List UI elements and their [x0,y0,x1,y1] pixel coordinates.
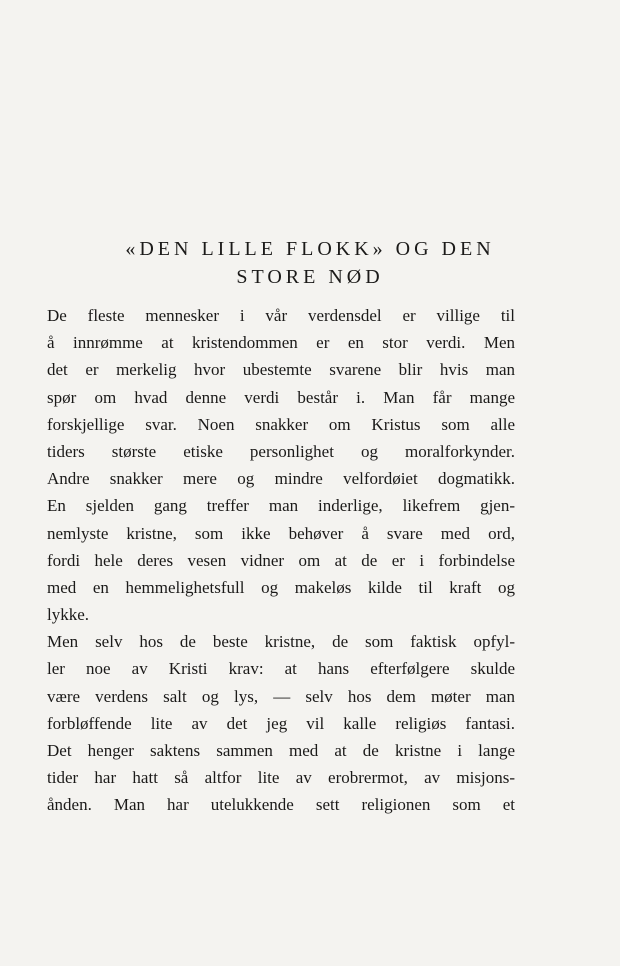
text-line: forbløffende lite av det jeg vil kalle religiøs fantasi. [47,713,515,733]
text-line: det er merkelig hvor ubestemte svarene blir hvis man [47,360,515,380]
text-line: ler noe av Kristi krav: at hans efterfølgere skulde [47,659,515,679]
text-line: nemlyste kristne, som ikke behøver å svare med ord, [47,523,515,543]
body-text [47,302,515,819]
text-line: ånden. Man har utelukkende sett religionen som et [47,795,515,815]
text-line: lykke. [47,605,90,625]
text-line: spør om hvad denne verdi består i. Man får mange [47,387,515,407]
text-line: tider har hatt så altfor lite av erobrermot, av misjons- [47,768,515,788]
chapter-title-line-2: STORE NØD [236,266,384,288]
text-line: forskjellige svar. Noen snakker om Kristus som alle [47,414,515,434]
text-line: De fleste mennesker i vår verdensdel er villige til [47,306,515,325]
text-line: Andre snakker mere og mindre velfordøiet dogmatikk. [47,469,515,489]
text-line: med en hemmelighetsfull og makeløs kilde til kraft og [47,577,515,597]
text-line: Men selv hos de beste kristne, de som faktisk opfyl- [47,632,515,652]
text-line: En sjelden gang treffer man inderlige, likefrem gjen- [47,496,515,516]
text-line: tiders største etiske personlighet og moralforkynder. [47,441,515,461]
text-line: være verdens salt og lys, — selv hos dem møter man [47,686,515,706]
text-line: å innrømme at kristendommen er en stor verdi. Men [47,333,515,353]
chapter-title-line-1: «DEN LILLE FLOKK» OG DEN [125,238,495,260]
text-line: fordi hele deres vesen vidner om at de er i forbindelse [47,550,515,570]
text-line: Det henger saktens sammen med at de kristne i lange [47,741,515,760]
